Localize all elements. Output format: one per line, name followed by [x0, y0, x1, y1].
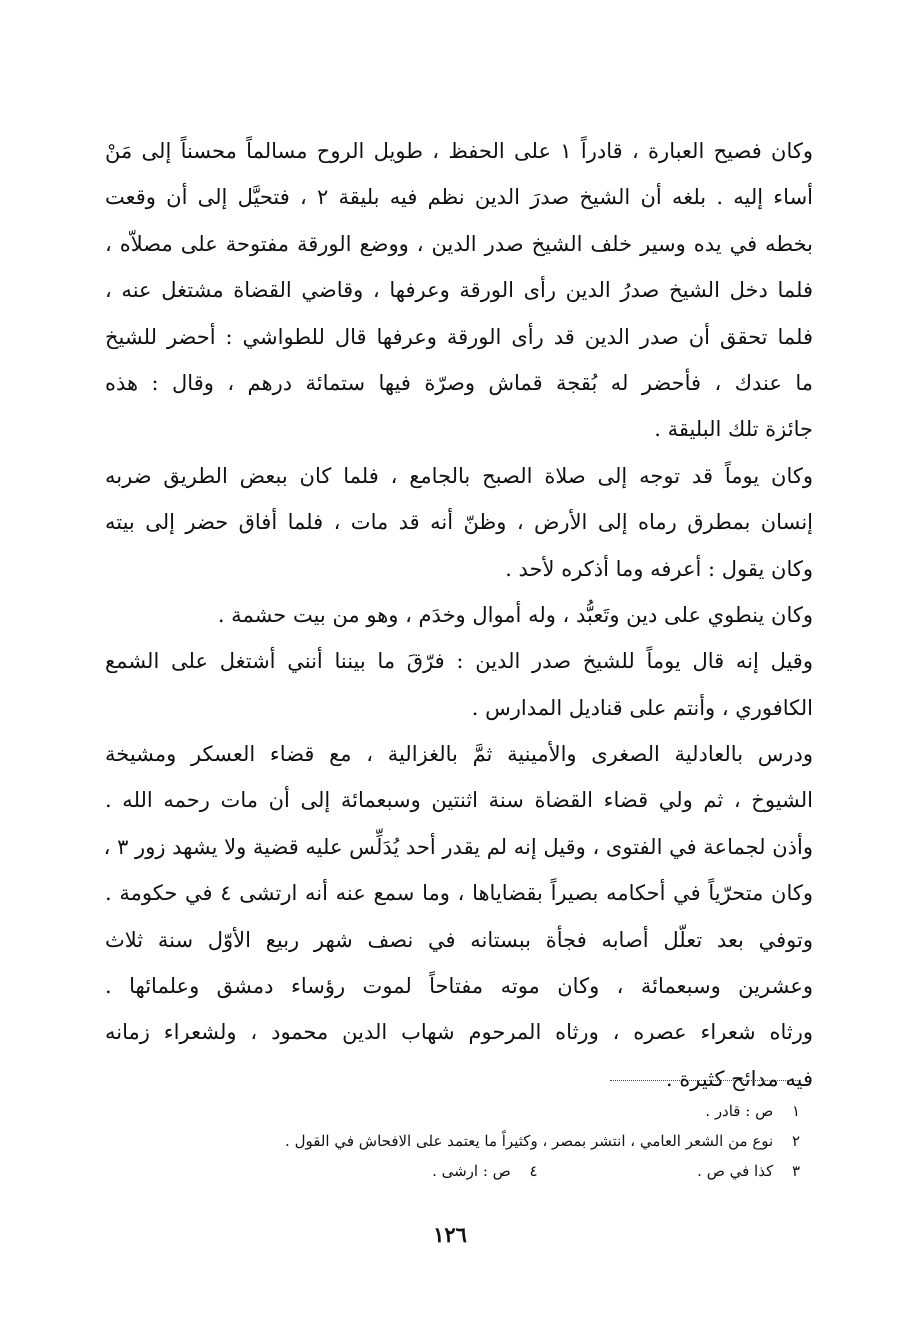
- text-line: جائزة تلك البليقة .: [654, 417, 813, 442]
- footnote-2: [180, 1126, 800, 1156]
- text-line: وكان يوماً قد توجه إلى صلاة الصبح بالجامع ، فلما كان ببعض الطريق ضربه: [105, 463, 813, 488]
- main-text: [105, 128, 813, 1102]
- footnote-text: كذا في ص .: [697, 1162, 774, 1180]
- text-line: وكان فصيح العبارة ، قادراً ١ على الحفظ ، طويل الروح مسالماً محسناً إلى مَنْ: [105, 139, 814, 163]
- text-line: وكان متحرّياً في أحكامه بصيراً بقضاياها ، وما سمع عنه أنه ارتشى ٤ في حكومة .: [105, 881, 813, 906]
- footnote-text: ص : ارشى .: [432, 1162, 511, 1180]
- text-line: وأذن لجماعة في الفتوى ، وقيل إنه لم يقدر أحد يُدَلِّس عليه قضية ولا يشهد زور ٣ ،: [103, 834, 813, 859]
- text-line: فلما دخل الشيخ صدرُ الدين رأى الورقة وعرفها ، وقاضي القضاة مشتغل عنه ،: [105, 278, 813, 303]
- text-line: وقيل إنه قال يوماً للشيخ صدر الدين : فرّقَ ما بيننا أنني أشتغل على الشمع: [105, 649, 813, 674]
- footnote-text: نوع من الشعر العامي ، انتشر بمصر ، وكثيراً ما يعتمد على الافحاش في القول .: [285, 1132, 774, 1150]
- footnote-divider: [610, 1080, 798, 1081]
- footnote-number: ٤: [529, 1162, 538, 1180]
- footnote-number: ٣: [791, 1162, 800, 1180]
- text-line: فيه مدائح كثيرة .: [665, 1066, 813, 1091]
- text-line: وكان يقول : أعرفه وما أذكره لأحد .: [505, 556, 813, 581]
- text-line: وتوفي بعد تعلّل أصابه فجأة ببستانه في نصف شهر ربيع الأوّل سنة ثلاث: [105, 927, 813, 952]
- footnote-number: ٢: [791, 1132, 800, 1150]
- footnotes: [180, 1096, 800, 1186]
- text-line: إنسان بمطرق رماه إلى الأرض ، وظنّ أنه قد مات ، فلما أفاق حضر إلى بيته: [105, 510, 813, 535]
- page-number: ١٢٦: [433, 1222, 467, 1247]
- text-line: ودرس بالعادلية الصغرى والأمينية ثمَّ بالغزالية ، مع قضاء العسكر ومشيخة: [105, 742, 813, 767]
- text-line: ما عندك ، فأحضر له بُقجة قماش وصرّة فيها ستمائة درهم ، وقال : هذه: [105, 370, 813, 395]
- footnote-number: ١: [791, 1102, 800, 1120]
- text-line: ورثاه شعراء عصره ، ورثاه المرحوم شهاب الدين محمود ، ولشعراء زمانه: [105, 1020, 813, 1045]
- text-line: بخطه في يده وسير خلف الشيخ صدر الدين ، ووضع الورقة مفتوحة على مصلاّه ،: [105, 231, 813, 256]
- text-line: أساء إليه . بلغه أن الشيخ صدرَ الدين نظم فيه بليقة ٢ ، فتحيَّل إلى أن وقعت: [105, 185, 813, 210]
- text-line: فلما تحقق أن صدر الدين قد رأى الورقة وعرفها قال للطواشي : أحضر للشيخ: [105, 324, 813, 349]
- footnote-text: ص : قادر .: [705, 1102, 774, 1120]
- text-line: وعشرين وسبعمائة ، وكان موته مفتاحاً لموت رؤساء دمشق وعلمائها .: [105, 974, 813, 999]
- footnote-1: [180, 1096, 800, 1126]
- footnote-3-4: [180, 1156, 800, 1186]
- text-line: وكان ينطوي على دين وتَعبُّد ، وله أموال وخدَم ، وهو من بيت حشمة .: [217, 602, 813, 627]
- text-line: الكافوري ، وأنتم على قناديل المدارس .: [471, 695, 813, 720]
- text-line: الشيوخ ، ثم ولي قضاء القضاة سنة اثنتين وسبعمائة إلى أن مات رحمه الله .: [105, 788, 813, 813]
